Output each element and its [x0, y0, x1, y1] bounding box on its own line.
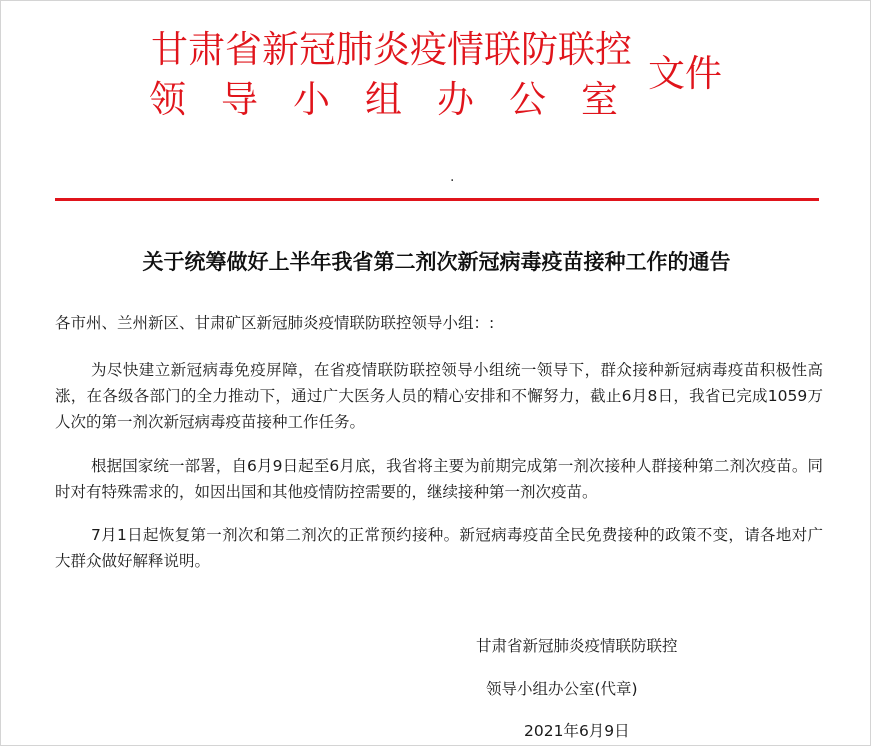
- header-org-line2: 领导小组办公室: [149, 78, 653, 121]
- red-divider: [55, 198, 819, 201]
- paragraph-1: 为尽快建立新冠病毒免疫屏障，在省疫情联防联控领导小组统一领导下，群众接种新冠病毒疫苗积极性高涨，在各级各部门的全力推动下，通过广大医务人员的精心安排和不懈努力，截止6月8日，我省已完成1059万人次的第一剂次新冠病毒疫苗接种工作任务。: [55, 361, 823, 431]
- header-dot: .: [450, 169, 455, 185]
- paragraph-2: 根据国家统一部署，自6月9日起至6月底，我省将主要为前期完成第一剂次接种人群接种第二剂次疫苗。同时对有特殊需求的，如因出国和其他疫情防控需要的，继续接种第一剂次疫苗。: [55, 457, 823, 501]
- signature-organization: 甘肃省新冠肺炎疫情联防联控: [476, 637, 678, 655]
- salutation: 各市州、兰州新区、甘肃矿区新冠肺炎疫情联防联控领导小组：:: [55, 314, 495, 332]
- header-org-line1: 甘肃省新冠肺炎疫情联防联控: [151, 28, 632, 71]
- signature-office: 领导小组办公室(代章): [486, 680, 638, 698]
- document-title: 关于统筹做好上半年我省第二剂次新冠病毒疫苗接种工作的通告: [142, 249, 731, 274]
- signature-date: 2021年6月9日: [524, 722, 630, 740]
- paragraph-3: 7月1日起恢复第一剂次和第二剂次的正常预约接种。新冠病毒疫苗全民免费接种的政策不变，请各地对广大群众做好解释说明。: [55, 526, 823, 570]
- header-suffix: 文件: [648, 52, 722, 95]
